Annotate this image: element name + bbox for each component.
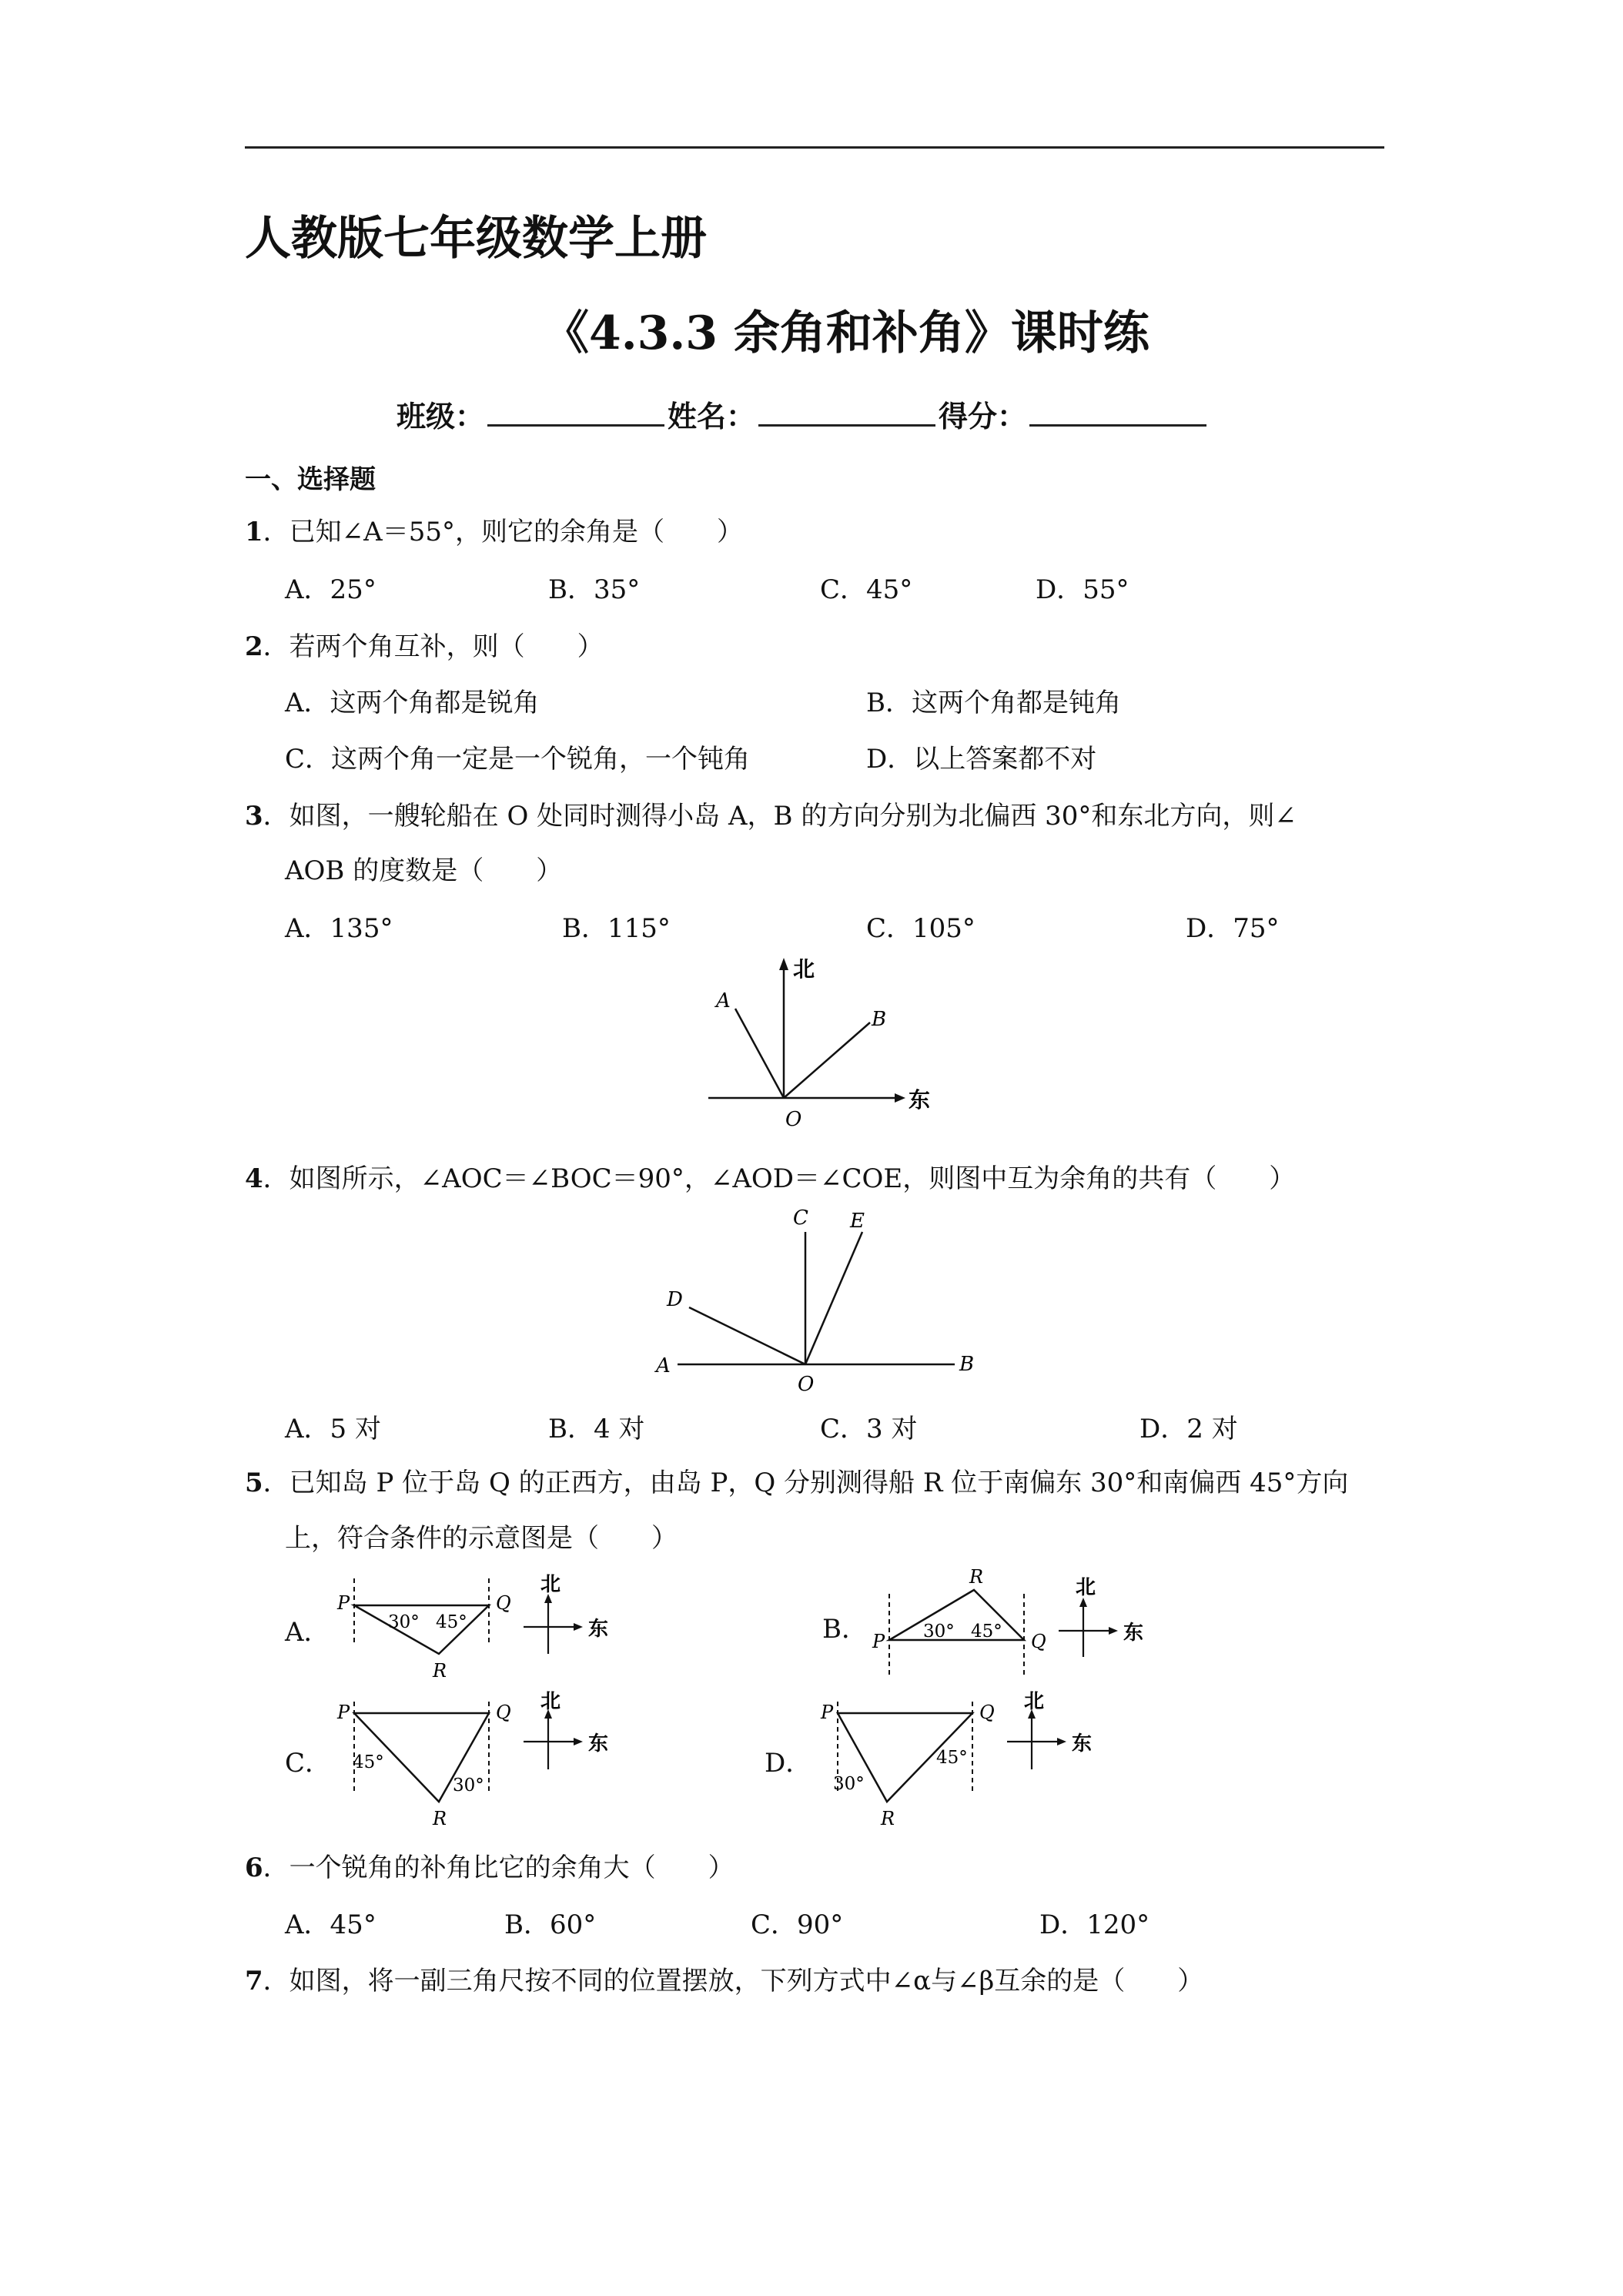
question-5-continued: 上，符合条件的示意图是（ ）: [285, 1523, 678, 1554]
point-c-label: C: [793, 1207, 808, 1230]
section-heading: 一、选择题: [245, 464, 376, 495]
angle-30-label: 30°: [923, 1622, 955, 1642]
q1-option-d[interactable]: D．55°: [1036, 574, 1129, 605]
question-number: 5: [245, 1468, 263, 1498]
ray-oa: [735, 1009, 784, 1098]
point-b-label: B: [959, 1353, 975, 1376]
class-label: 班级：: [397, 399, 485, 433]
ray-oe: [805, 1232, 862, 1364]
student-info-row: [397, 393, 1210, 435]
point-r-label: R: [969, 1566, 984, 1588]
east-arrow: [895, 1093, 905, 1103]
class-blank[interactable]: [487, 418, 664, 427]
q3-option-a[interactable]: A．135°: [285, 913, 393, 944]
point-r-label: R: [433, 1808, 447, 1829]
compass-east-arrow: [1109, 1627, 1118, 1635]
compass-north-label: 北: [540, 1573, 561, 1596]
east-label: 东: [909, 1087, 931, 1113]
point-p-label: P: [821, 1702, 834, 1723]
point-p-label: P: [872, 1631, 885, 1652]
page-title: 人教版七年级数学上册: [245, 212, 707, 266]
point-q-label: Q: [496, 1592, 511, 1614]
question-number: 6: [245, 1853, 263, 1883]
question-6: [245, 1846, 735, 1884]
q6-option-a[interactable]: A．45°: [285, 1909, 376, 1940]
point-a-label: A: [716, 989, 731, 1012]
compass-east-arrow: [1057, 1738, 1066, 1745]
question-2: [245, 625, 604, 663]
point-d-label: D: [667, 1288, 683, 1311]
q3-figure: [693, 955, 970, 1140]
header-rule: [245, 146, 1384, 149]
question-7: [245, 1960, 1203, 1997]
q4-option-c[interactable]: C．3 对: [820, 1414, 918, 1444]
angle-45-label: 45°: [436, 1612, 467, 1632]
q3-option-c[interactable]: C．105°: [866, 913, 975, 944]
point-q-label: Q: [979, 1702, 995, 1723]
q5-figure-b: [866, 1563, 1190, 1686]
q6-option-b[interactable]: B．60°: [504, 1909, 597, 1940]
q6-option-d[interactable]: D．120°: [1039, 1909, 1150, 1940]
triangle-pqr: [889, 1590, 1024, 1640]
question-stem: ．一个锐角的补角比它的余角大（ ）: [263, 1853, 735, 1883]
question-stem: ．已知∠A＝55°，则它的余角是（ ）: [263, 517, 743, 547]
point-q-label: Q: [496, 1702, 511, 1723]
name-blank[interactable]: [758, 418, 935, 427]
question-stem: ．如图所示，∠AOC＝∠BOC＝90°，∠AOD＝∠COE，则图中互为余角的共有（ ）: [263, 1163, 1296, 1194]
ray-ob: [784, 1022, 870, 1098]
q5-option-a[interactable]: A．: [285, 1617, 330, 1648]
ray-od: [689, 1307, 805, 1364]
q1-option-b[interactable]: B．35°: [548, 574, 641, 605]
compass-north-label: 北: [1024, 1690, 1045, 1713]
point-r-label: R: [433, 1660, 447, 1682]
q5-option-c[interactable]: C．: [285, 1748, 332, 1779]
point-p-label: P: [337, 1702, 350, 1723]
point-b-label: B: [872, 1008, 887, 1031]
compass-east-label: 东: [588, 1618, 609, 1641]
q6-option-c[interactable]: C．90°: [751, 1909, 844, 1940]
angle-30-label: 30°: [453, 1776, 484, 1796]
q2-option-c[interactable]: C．这两个角一定是一个锐角，一个钝角: [285, 744, 751, 775]
score-blank[interactable]: [1029, 418, 1206, 427]
point-q-label: Q: [1031, 1631, 1046, 1652]
question-stem: ．如图，将一副三角尺按不同的位置摆放，下列方式中∠α与∠β互余的是（ ）: [263, 1966, 1204, 1996]
point-p-label: P: [337, 1592, 350, 1614]
name-label: 姓名：: [668, 399, 756, 433]
q1-option-c[interactable]: C．45°: [820, 574, 913, 605]
question-3-continued: AOB 的度数是（ ）: [285, 855, 563, 886]
q2-option-d[interactable]: D．以上答案都不对: [866, 744, 1097, 775]
page-subtitle: 《4.3.3 余角和补角》课时练: [543, 306, 1149, 360]
q3-option-b[interactable]: B．115°: [562, 913, 671, 944]
score-label: 得分：: [939, 399, 1027, 433]
north-arrow: [779, 958, 788, 970]
q5-option-b[interactable]: B．: [822, 1614, 868, 1645]
question-3: [245, 795, 1297, 832]
question-number: 4: [245, 1163, 263, 1194]
question-number: 1: [245, 517, 263, 547]
point-r-label: R: [881, 1808, 895, 1829]
question-stem: ．如图，一艘轮船在 O 处同时测得小岛 A，B 的方向分别为北偏西 30°和东北方向，则∠: [263, 801, 1297, 832]
point-a-label: A: [656, 1354, 671, 1377]
question-4: [245, 1157, 1295, 1195]
compass-east-label: 东: [1072, 1732, 1093, 1755]
q5-option-d[interactable]: D．: [765, 1748, 812, 1779]
question-number: 2: [245, 631, 263, 662]
angle-45-label: 45°: [353, 1752, 384, 1772]
compass-east-arrow: [574, 1738, 583, 1745]
angle-45-label: 45°: [971, 1622, 1002, 1642]
q3-option-d[interactable]: D．75°: [1186, 913, 1280, 944]
point-e-label: E: [850, 1210, 865, 1233]
point-o-label: O: [798, 1373, 815, 1396]
point-o-label: O: [785, 1108, 802, 1131]
compass-east-label: 东: [588, 1732, 609, 1755]
question-stem: ．若两个角互补，则（ ）: [263, 631, 604, 662]
question-1: [245, 510, 743, 548]
question-number: 7: [245, 1966, 263, 1996]
q4-option-d[interactable]: D．2 对: [1139, 1414, 1238, 1444]
triangle-pqr: [354, 1605, 489, 1654]
angle-30-label: 30°: [833, 1774, 865, 1794]
q5-figure-a: [331, 1571, 654, 1694]
question-number: 3: [245, 801, 263, 832]
q4-figure: [654, 1209, 993, 1394]
compass-east-arrow: [574, 1623, 583, 1631]
q5-figure-d: [815, 1690, 1138, 1832]
q2-option-a[interactable]: A．这两个角都是锐角: [285, 688, 540, 718]
north-label: 北: [793, 956, 815, 982]
q4-option-b[interactable]: B．4 对: [548, 1414, 645, 1444]
angle-30-label: 30°: [388, 1612, 420, 1632]
compass-east-label: 东: [1123, 1622, 1144, 1645]
compass-north-label: 北: [1076, 1576, 1096, 1599]
q2-option-b[interactable]: B．这两个角都是钝角: [866, 688, 1121, 718]
q1-option-a[interactable]: A．25°: [285, 574, 376, 605]
angle-45-label: 45°: [936, 1748, 968, 1768]
q4-option-a[interactable]: A．5 对: [285, 1414, 381, 1444]
question-5: [245, 1461, 1348, 1499]
question-stem: ．已知岛 P 位于岛 Q 的正西方，由岛 P，Q 分别测得船 R 位于南偏东 30°和南偏西 45°方向: [263, 1468, 1349, 1498]
q5-figure-c: [331, 1690, 654, 1832]
compass-north-label: 北: [540, 1690, 561, 1713]
